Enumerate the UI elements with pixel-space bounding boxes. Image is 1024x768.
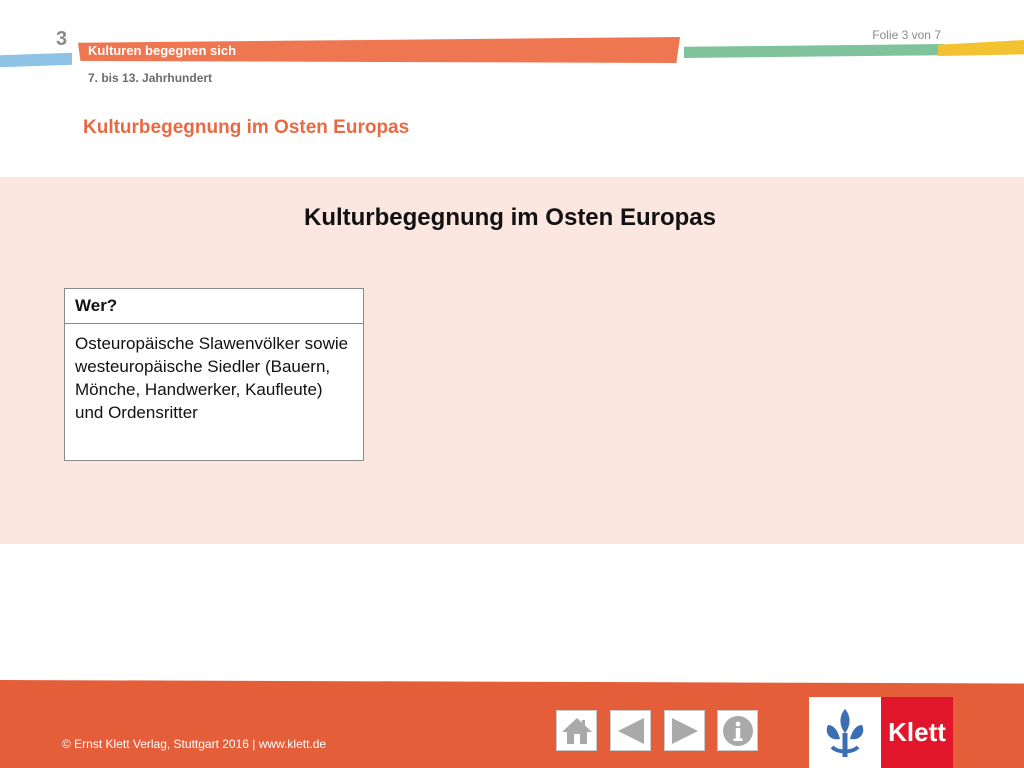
info-box-answer: Osteuropäische Slawenvölker sowie westeuropäische Siedler (Bauern, Mönche, Handwerker, Kaufleute) und Ordensritter — [75, 334, 349, 422]
info-box — [64, 288, 364, 461]
info-box-question: Wer? — [65, 289, 363, 324]
decorative-stripe-green — [684, 44, 944, 58]
chapter-title: Kulturen begegnen sich — [88, 43, 237, 58]
info-button[interactable] — [717, 710, 758, 751]
page-title: Kulturbegegnung im Osten Europas — [83, 117, 410, 138]
decorative-stripe-yellow — [938, 40, 1024, 56]
klett-logo-word: Klett — [881, 697, 953, 768]
chapter-number: 3 — [56, 28, 68, 50]
slide-counter: Folie 3 von 7 — [872, 28, 941, 42]
previous-slide-button[interactable] — [610, 710, 651, 751]
chapter-subtitle: 7. bis 13. Jahrhundert — [88, 71, 213, 85]
klett-logo[interactable] — [809, 697, 953, 768]
decorative-stripe-blue — [0, 53, 72, 68]
info-icon — [721, 714, 755, 748]
home-icon — [560, 715, 594, 747]
klett-logo-mark — [809, 697, 881, 768]
klett-clover-icon — [818, 705, 872, 761]
arrow-right-icon — [668, 715, 702, 747]
arrow-left-icon — [614, 715, 648, 747]
next-slide-button[interactable] — [664, 710, 705, 751]
copyright-text: © Ernst Klett Verlag, Stuttgart 2016 | www.klett.de — [62, 737, 327, 751]
home-button[interactable] — [556, 710, 597, 751]
panel-heading: Kulturbegegnung im Osten Europas — [303, 204, 717, 231]
content-panel — [0, 177, 1024, 544]
